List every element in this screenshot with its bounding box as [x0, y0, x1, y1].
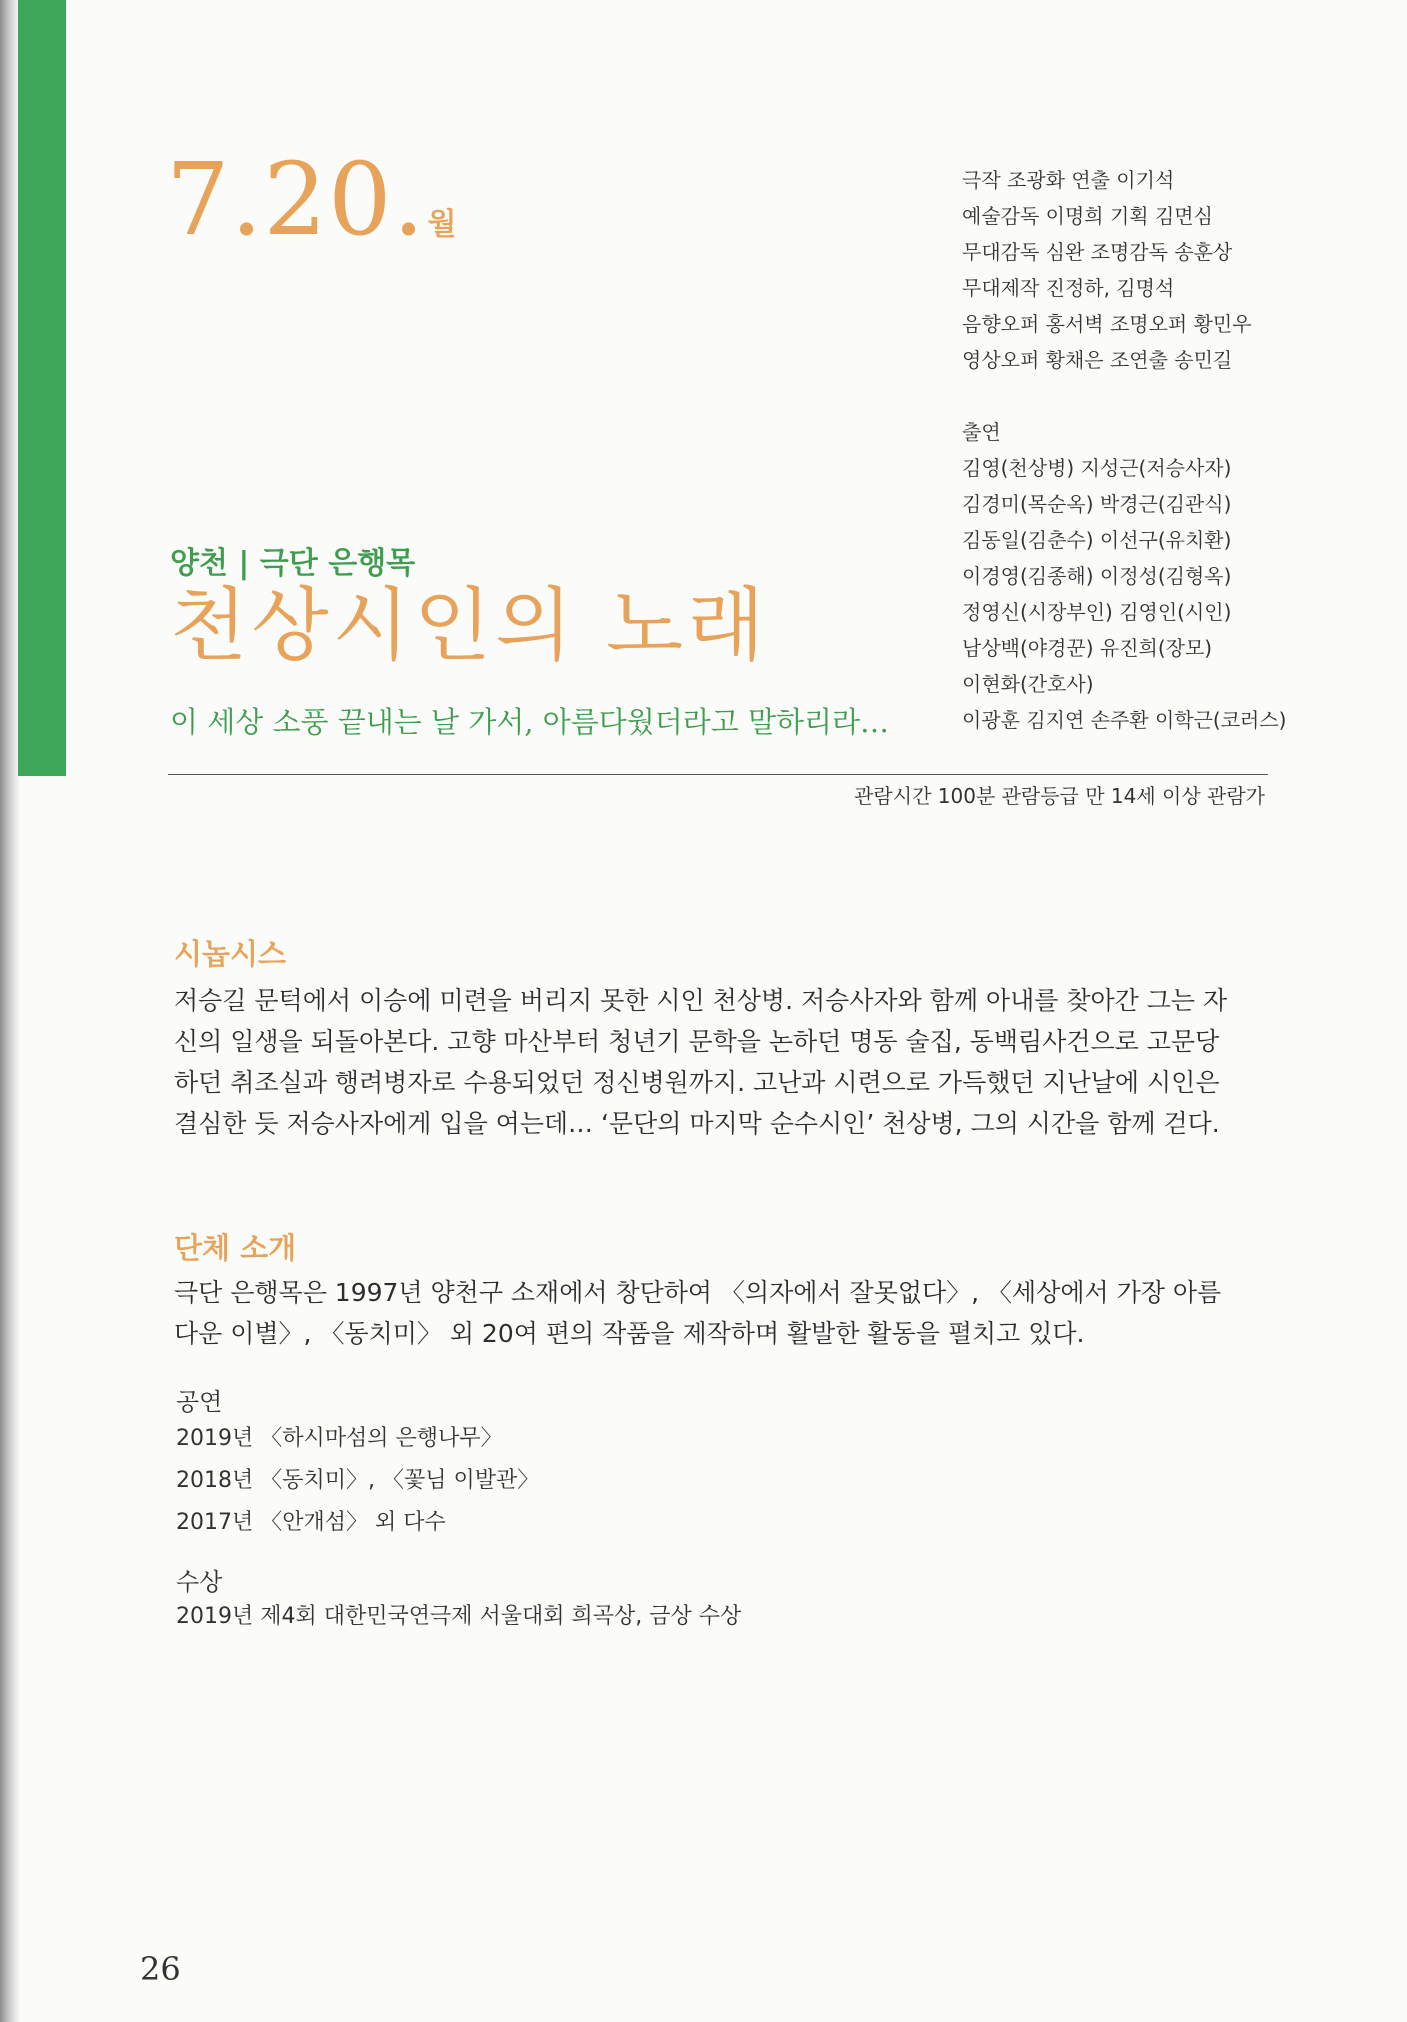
- awards-list: [176, 1596, 741, 1638]
- play-title: 천상시인의 노래: [170, 579, 769, 672]
- play-tagline: 이 세상 소풍 끝내는 날 가서, 아름다웠더라고 말하리라…: [170, 705, 890, 739]
- viewing-info: 관람시간 100분 관람등급 만 14세 이상 관람가: [854, 784, 1265, 808]
- cast-list: [962, 414, 1286, 738]
- list-item: 2019년 〈하시마섬의 은행나무〉: [176, 1426, 503, 1451]
- green-accent-bar: [18, 0, 66, 776]
- performances-heading: 공연: [176, 1388, 223, 1416]
- credit-line: 무대감독 심완 조명감독 송훈상: [962, 240, 1233, 264]
- page-binding-shadow: [0, 0, 20, 2022]
- region-company-label: 양천 | 극단 은행목: [170, 546, 416, 581]
- cast-line: 이광훈 김지연 손주환 이학근(코러스): [962, 708, 1287, 732]
- list-item: 2017년 〈안개섬〉 외 다수: [176, 1510, 446, 1535]
- performance-date: [166, 141, 457, 258]
- cast-line: 정영신(시장부인) 김영인(시인): [962, 600, 1232, 624]
- synopsis-heading: 시놉시스: [174, 937, 287, 971]
- cast-line: 김경미(목순옥) 박경근(김관식): [962, 492, 1232, 516]
- credit-line: 예술감독 이명희 기획 김면심: [962, 204, 1213, 228]
- credit-line: 영상오퍼 황채은 조연출 송민길: [962, 348, 1233, 372]
- list-item: 2019년 제4회 대한민국연극제 서울대회 희곡상, 금상 수상: [176, 1604, 742, 1629]
- performances-list: [176, 1418, 539, 1544]
- cast-heading: 출연: [962, 420, 1001, 444]
- awards-heading: 수상: [176, 1568, 223, 1596]
- cast-line: 남상백(야경꾼) 유진희(장모): [962, 636, 1213, 660]
- synopsis-text: 저승길 문턱에서 이승에 미련을 버리지 못한 시인 천상병. 저승사자와 함께 아내를 찾아간 그는 자신의 일생을 되돌아본다. 고향 마산부터 청년기 문학을 논하던 명동 술집, 동백림사건으로 고문당하던 취조실과 행려병자로 수용되었던 정신병원까지. 고난과 시련으로 가득했던 지난날에 시인은 결심한 듯 저승사자에게 입을 여는데… ‘문단의 마지막 순수시인’ 천상병, 그의 시간을 함께 걷다.: [174, 986, 1228, 1138]
- cast-line: 김동일(김춘수) 이선구(유치환): [962, 528, 1232, 552]
- credits-list: [962, 162, 1252, 378]
- page-number: 26: [140, 1950, 181, 1988]
- cast-line: 김영(천상병) 지성근(저승사자): [962, 456, 1232, 480]
- credit-line: 음향오퍼 홍서벽 조명오퍼 황민우: [962, 312, 1252, 336]
- date-day: 7.20.: [166, 141, 426, 258]
- date-weekday: 월: [427, 207, 457, 242]
- company-intro-text: 극단 은행목은 1997년 양천구 소재에서 창단하여 〈의자에서 잘못없다〉, 〈세상에서 가장 아름다운 이별〉, 〈동치미〉 외 20여 편의 작품을 제작하며 활발한 활동을 펼치고 있다.: [174, 1278, 1222, 1348]
- list-item: 2018년 〈동치미〉, 〈꽃님 이발관〉: [176, 1468, 540, 1493]
- cast-line: 이현화(간호사): [962, 672, 1094, 696]
- credit-line: 무대제작 진정하, 김명석: [962, 276, 1175, 300]
- cast-line: 이경영(김종해) 이정성(김형옥): [962, 564, 1232, 588]
- company-intro-heading: 단체 소개: [174, 1231, 297, 1265]
- credit-line: 극작 조광화 연출 이기석: [962, 168, 1175, 192]
- section-divider: [168, 774, 1268, 775]
